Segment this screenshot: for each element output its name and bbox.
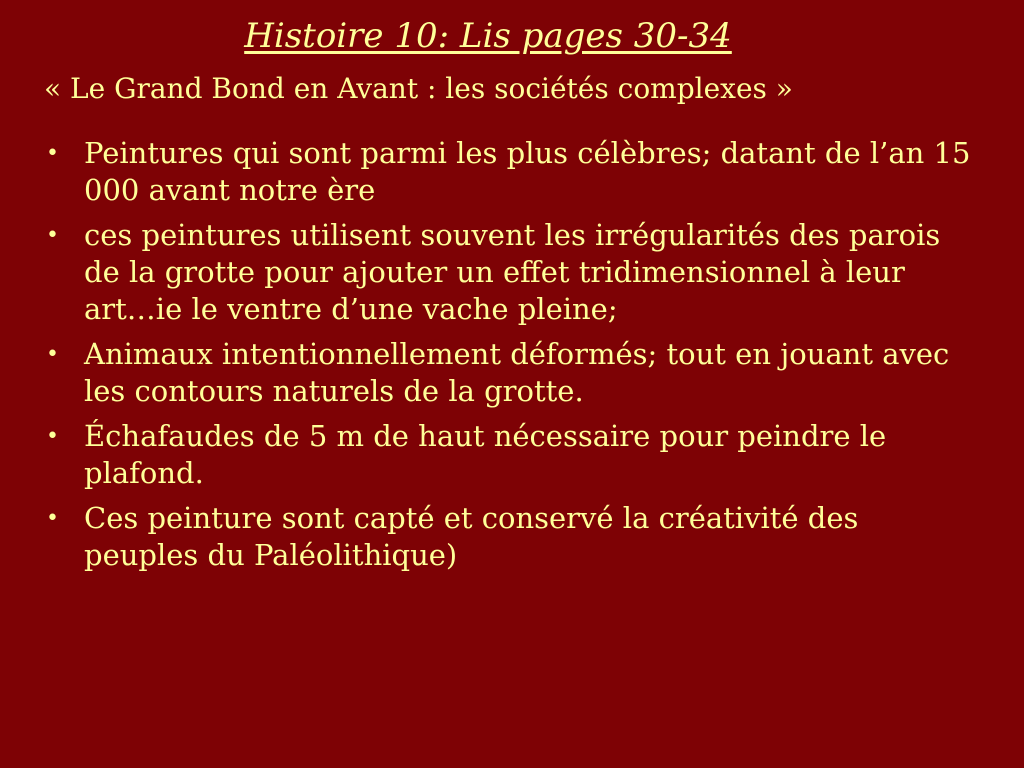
bullet-item: [44, 217, 974, 328]
bullet-dot-icon: •: [46, 223, 59, 248]
bullet-text: Peintures qui sont parmi les plus célèbres; datant de l’an 15 000 avant notre ère: [84, 136, 971, 207]
slide-subtitle: « Le Grand Bond en Avant : les sociétés complexes »: [44, 72, 793, 105]
bullet-text: Échafaudes de 5 m de haut nécessaire pour peindre le plafond.: [84, 419, 887, 490]
bullet-item: [44, 418, 974, 492]
bullet-item: [44, 135, 974, 209]
bullet-item: [44, 500, 974, 574]
bullet-list: [44, 135, 974, 582]
bullet-dot-icon: •: [46, 506, 59, 531]
slide-title: Histoire 10: Lis pages 30-34: [244, 16, 732, 56]
bullet-text: ces peintures utilisent souvent les irrégularités des parois de la grotte pour ajouter un effet tridimensionnel à leur art…ie le ventre d’une vache pleine;: [84, 218, 941, 326]
bullet-text: Ces peinture sont capté et conservé la créativité des peuples du Paléolithique): [84, 501, 859, 572]
bullet-dot-icon: •: [46, 342, 59, 367]
bullet-text: Animaux intentionnellement déformés; tout en jouant avec les contours naturels de la grotte.: [84, 337, 950, 408]
bullet-dot-icon: •: [46, 424, 59, 449]
bullet-item: [44, 336, 974, 410]
bullet-dot-icon: •: [46, 141, 59, 166]
